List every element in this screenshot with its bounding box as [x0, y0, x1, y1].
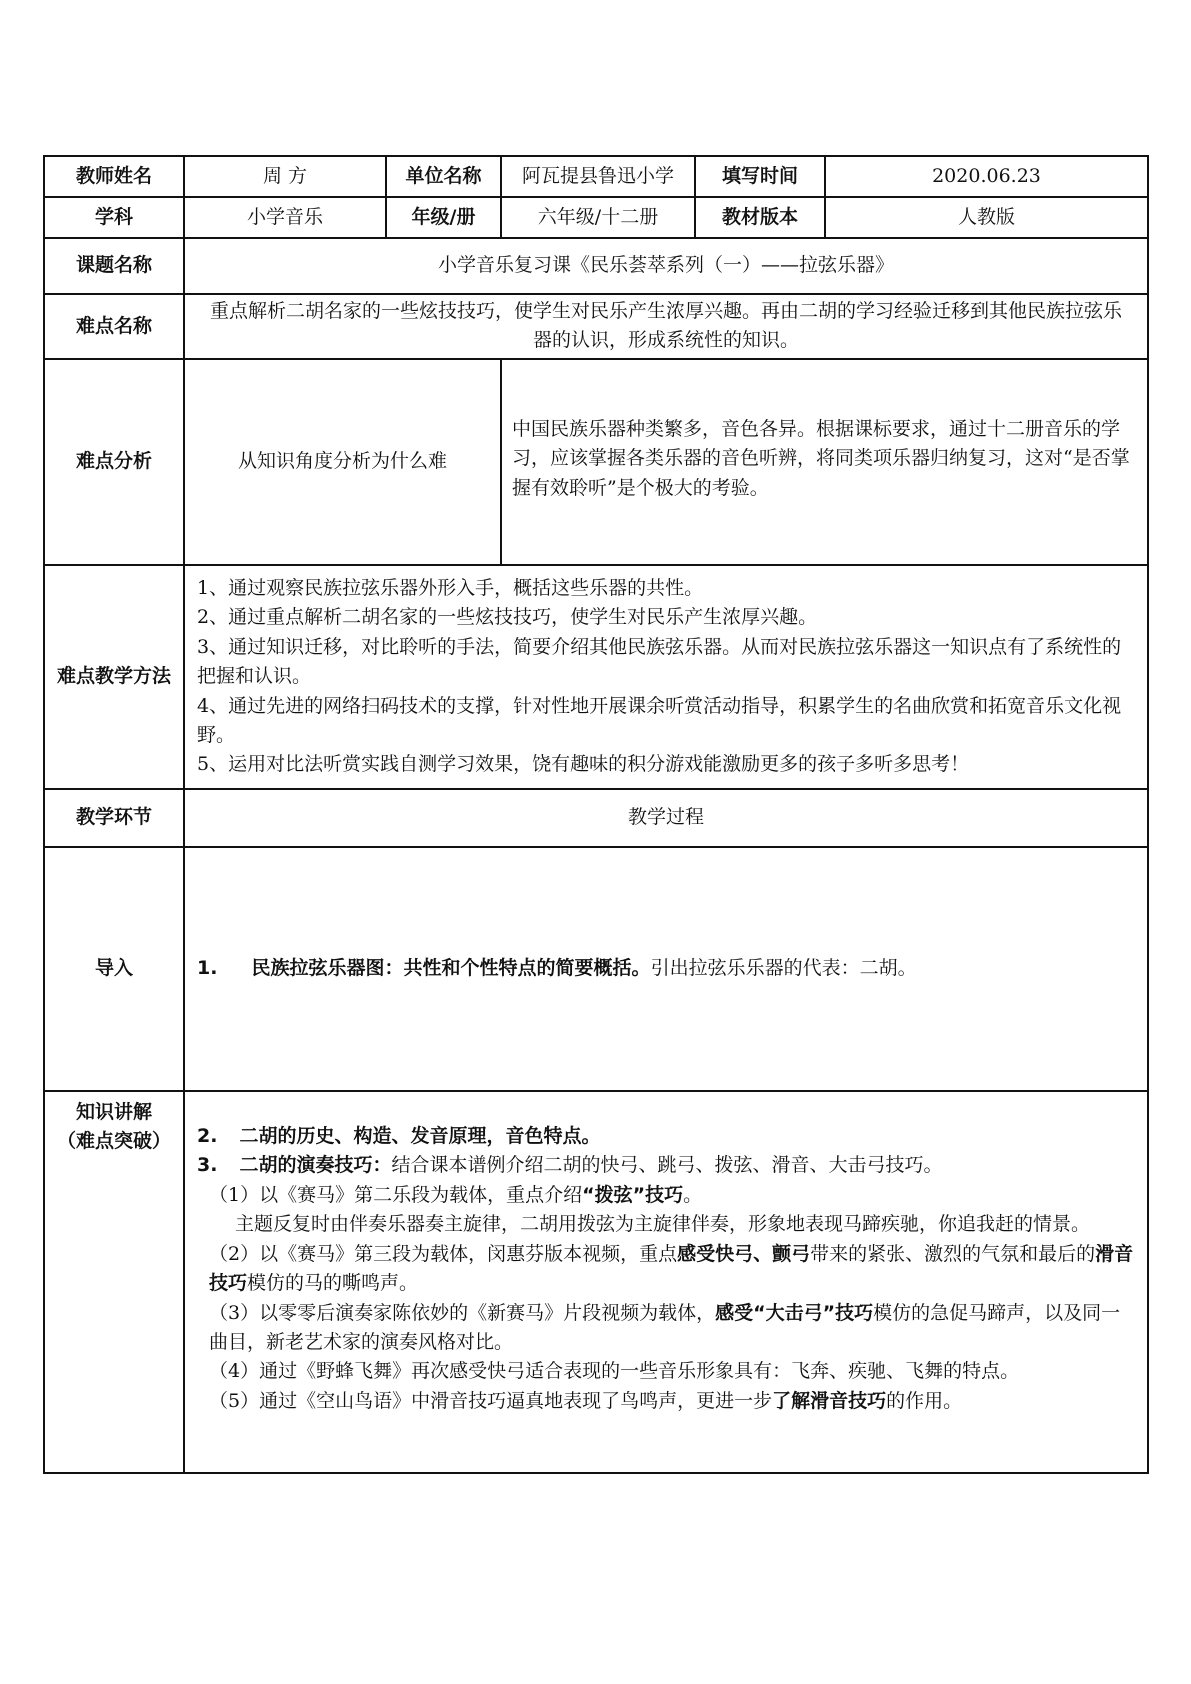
- date-value: 2020.06.23: [825, 156, 1148, 197]
- analysis-sub-label: 从知识角度分析为什么难: [184, 359, 501, 565]
- row-subject: [44, 197, 1148, 238]
- unit-label: 单位名称: [386, 156, 501, 197]
- method-item: 4、通过先进的网络扫码技术的支撑，针对性地开展课余听赏活动指导，积累学生的名曲欣赏和拓宽音乐文化视野。: [197, 694, 1122, 747]
- intro-rest: 引出拉弦乐乐器的代表：二胡。: [650, 957, 917, 980]
- edition-label: 教材版本: [695, 197, 825, 238]
- technique-2: （2）以《赛马》第三段为载体，闵惠芬版本视频，重点感受快弓、颤弓带来的紧张、激烈的气氛和最后的滑音技巧模仿的马的嘶鸣声。: [209, 1242, 1134, 1295]
- topic-label: 课题名称: [44, 238, 184, 294]
- row-knowledge: [44, 1091, 1148, 1473]
- method-item: 3、通过知识迁移，对比聆听的手法，简要介绍其他民族弦乐器。从而对民族拉弦乐器这一知识点有了系统性的把握和认识。: [197, 635, 1122, 688]
- knowledge-point-2: 2. 二胡的历史、构造、发音原理，音色特点。: [197, 1124, 601, 1147]
- knowledge-content: [184, 1091, 1148, 1473]
- row-difficulty: [44, 294, 1148, 359]
- methods-label: 难点教学方法: [44, 565, 184, 789]
- process-header: 教学过程: [184, 789, 1148, 847]
- subject-label: 学科: [44, 197, 184, 238]
- technique-3: （3）以零零后演奏家陈依妙的《新赛马》片段视频为载体，感受“大击弓”技巧模仿的急促马蹄声，以及同一曲目，新老艺术家的演奏风格对比。: [209, 1301, 1121, 1353]
- lesson-plan-table: [43, 155, 1149, 1474]
- technique-5: （5）通过《空山鸟语》中滑音技巧逼真地表现了鸟鸣声，更进一步了解滑音技巧的作用。: [209, 1389, 963, 1412]
- row-intro: [44, 847, 1148, 1091]
- grade-value: 六年级/十二册: [501, 197, 695, 238]
- method-item: 1、通过观察民族拉弦乐器外形入手，概括这些乐器的共性。: [197, 576, 704, 599]
- technique-4: （4）通过《野蜂飞舞》再次感受快弓适合表现的一些音乐形象具有：飞奔、疾驰、飞舞的特点。: [209, 1360, 1020, 1383]
- analysis-label: 难点分析: [44, 359, 184, 565]
- teacher-label: 教师姓名: [44, 156, 184, 197]
- analysis-text: 中国民族乐器种类繁多，音色各异。根据课标要求，通过十二册音乐的学习，应该掌握各类乐器的音色听辨，将同类项乐器归纳复习，这对“是否掌握有效聆听”是个极大的考验。: [501, 359, 1148, 565]
- intro-bold: 民族拉弦乐器图：共性和个性特点的简要概括。: [251, 957, 651, 980]
- knowledge-label-2: （难点突破）: [56, 1130, 171, 1153]
- row-process-header: [44, 789, 1148, 847]
- row-methods: [44, 565, 1148, 789]
- intro-num: 1.: [197, 957, 218, 980]
- stage-header: 教学环节: [44, 789, 184, 847]
- knowledge-label: [44, 1091, 184, 1473]
- topic-value: 小学音乐复习课《民乐荟萃系列（一）——拉弦乐器》: [184, 238, 1148, 294]
- difficulty-value: 重点解析二胡名家的一些炫技技巧，使学生对民乐产生浓厚兴趣。再由二胡的学习经验迁移到其他民族拉弦乐器的认识，形成系统性的知识。: [184, 294, 1148, 359]
- grade-label: 年级/册: [386, 197, 501, 238]
- technique-1: （1）以《赛马》第二乐段为载体，重点介绍“拨弦”技巧。: [209, 1183, 703, 1206]
- row-analysis: [44, 359, 1148, 565]
- unit-value: 阿瓦提县鲁迅小学: [501, 156, 695, 197]
- knowledge-label-1: 知识讲解: [75, 1100, 152, 1123]
- date-label: 填写时间: [695, 156, 825, 197]
- intro-content: [184, 847, 1148, 1091]
- subject-value: 小学音乐: [184, 197, 386, 238]
- row-teacher: [44, 156, 1148, 197]
- method-item: 5、运用对比法听赏实践自测学习效果，饶有趣味的积分游戏能激励更多的孩子多听多思考！: [197, 753, 970, 776]
- intro-label: 导入: [44, 847, 184, 1091]
- technique-1-detail: 主题反复时由伴奏乐器奏主旋律，二胡用拨弦为主旋律伴奏，形象地表现马蹄疾驰，你追我赶的情景。: [235, 1213, 1091, 1236]
- method-item: 2、通过重点解析二胡名家的一些炫技技巧，使学生对民乐产生浓厚兴趣。: [197, 606, 818, 629]
- difficulty-label: 难点名称: [44, 294, 184, 359]
- edition-value: 人教版: [825, 197, 1148, 238]
- knowledge-point-3: 3. 二胡的演奏技巧：结合课本谱例介绍二胡的快弓、跳弓、拨弦、滑音、大击弓技巧。: [197, 1154, 943, 1177]
- row-topic: [44, 238, 1148, 294]
- methods-list: [184, 565, 1148, 789]
- teacher-value: 周 方: [184, 156, 386, 197]
